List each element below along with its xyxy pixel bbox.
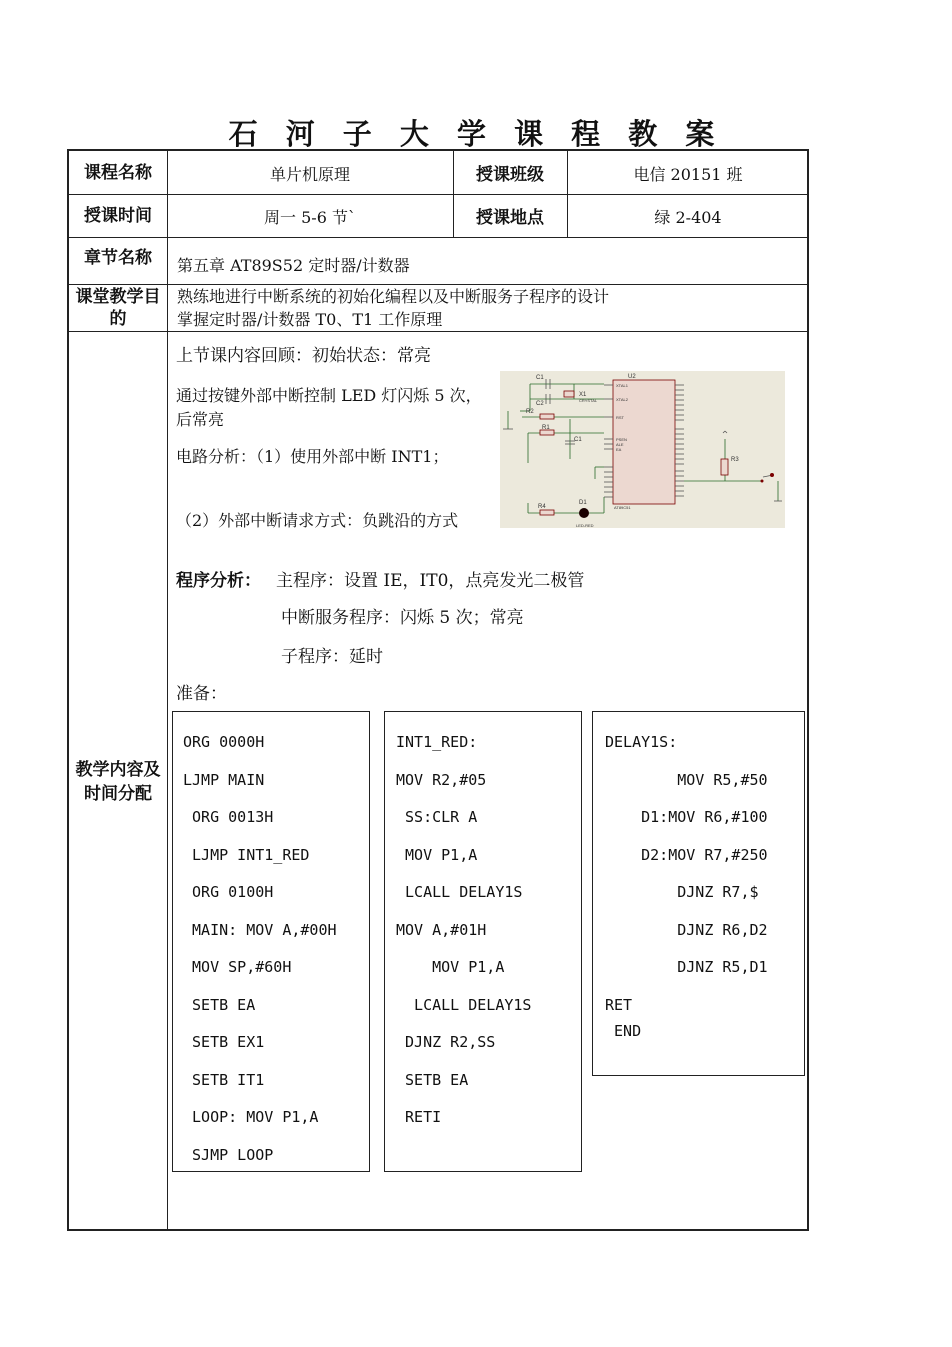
code-line: DJNZ R7,$: [605, 883, 759, 901]
code-line: DJNZ R6,D2: [605, 920, 768, 939]
row-divider: [69, 331, 807, 332]
col-divider: [167, 151, 168, 1231]
code-line: MOV P1,A: [396, 958, 505, 976]
code-line: LCALL DELAY1S: [396, 883, 523, 901]
circuit-diagram: [500, 371, 785, 528]
x1-value: CRYSTAL: [579, 398, 598, 403]
r1-label: R1: [542, 425, 550, 431]
code-line: D2:MOV R7,#250: [605, 845, 768, 864]
d1-value: LED-RED: [576, 523, 594, 528]
code-main: [183, 724, 337, 1174]
code-line: ORG 0100H: [183, 883, 274, 901]
code-line: DJNZ R2,SS: [396, 1033, 496, 1051]
code-line: LJMP MAIN: [183, 770, 265, 789]
course-name-label: 课程名称: [84, 162, 152, 183]
task-text: 通过按键外部中断控制 LED 灯闪烁 5 次，后常亮: [176, 386, 482, 429]
place-value: 绿 2-404: [654, 207, 722, 227]
code-line: ORG 0000H: [183, 733, 265, 751]
code-line: LCALL DELAY1S: [396, 995, 532, 1014]
code-line: INT1_RED:: [396, 733, 478, 751]
c2-label: C2: [536, 401, 544, 407]
class-label: 授课班级: [476, 164, 544, 185]
class-value: 电信 20151 班: [633, 164, 743, 184]
code-line: SETB EA: [183, 995, 256, 1014]
code-line: SS:CLR A: [396, 808, 478, 826]
ea-pin: EA: [616, 447, 622, 452]
prepare-text: 准备：: [176, 684, 227, 704]
row-divider: [69, 284, 807, 285]
code-line: RET: [605, 995, 633, 1014]
code-line: SETB IT1: [183, 1070, 265, 1089]
code-line: LJMP INT1_RED: [183, 845, 310, 864]
goal-line-2: 掌握定时器/计数器 T0、T1 工作原理: [177, 310, 443, 329]
code-line: MOV A,#01H: [396, 920, 487, 939]
course-name-value: 单片机原理: [269, 164, 350, 184]
place-label: 授课地点: [476, 207, 544, 228]
code-line: SETB EX1: [183, 1033, 265, 1051]
code-line: MOV SP,#60H: [183, 958, 292, 976]
u2-part: AT89C51: [614, 505, 631, 510]
circuit-analysis-text: 电路分析：（1）使用外部中断 INT1；: [176, 447, 449, 466]
code-line: MOV R5,#50: [605, 770, 768, 789]
r2-label: R2: [526, 409, 534, 415]
program-analysis-label: 程序分析：: [176, 571, 261, 591]
r3-label: R3: [731, 457, 739, 463]
chapter-label: 章节名称: [84, 248, 152, 268]
d1-label: D1: [579, 500, 587, 506]
r4-label: R4: [538, 504, 546, 510]
code-line: SETB EA: [396, 1070, 469, 1089]
goal-label: 课堂教学目的: [75, 287, 161, 329]
code-line: DELAY1S:: [605, 733, 678, 751]
time-label: 授课时间: [84, 205, 152, 226]
time-value: 周一 5-6 节`: [264, 207, 356, 227]
u2-label: U2: [628, 374, 636, 380]
chapter-value: 第五章 AT89S52 定时器/计数器: [177, 256, 410, 275]
trigger-text: （2）外部中断请求方式：负跳沿的方式: [176, 511, 459, 530]
code-line: LOOP: MOV P1,A: [183, 1108, 319, 1126]
review-text: 上节课内容回顾：初始状态：常亮: [176, 346, 431, 366]
code-line: RETI: [396, 1108, 442, 1126]
xtal2-pin: XTAL2: [616, 397, 628, 402]
code-line: MOV R2,#05: [396, 770, 487, 789]
psen-pin: PSEN: [616, 437, 627, 442]
code-line: D1:MOV R6,#100: [605, 808, 768, 826]
c3-label: C1: [536, 375, 544, 381]
code-line: END: [605, 1022, 642, 1040]
code-delay: [605, 724, 768, 1038]
goal-line-1: 熟练地进行中断系统的初始化编程以及中断服务子程序的设计: [177, 287, 610, 306]
content-label: 教学内容及时间分配: [75, 760, 161, 804]
x1-label: X1: [579, 392, 587, 398]
page-title: 石 河 子 大 学 课 程 教 案: [228, 117, 724, 151]
c1-label: C1: [574, 437, 582, 443]
rst-pin: RST: [616, 415, 624, 420]
main-program-text: 主程序：设置 IE，IT0，点亮发光二极管: [276, 571, 585, 591]
code-line: MAIN: MOV A,#00H: [183, 920, 337, 939]
xtal1-pin: XTAL1: [616, 383, 628, 388]
code-line: DJNZ R5,D1: [605, 958, 768, 976]
code-isr: [396, 724, 531, 1137]
isr-text: 中断服务程序：闪烁 5 次；常亮: [281, 608, 524, 628]
code-line: MOV P1,A: [396, 845, 478, 864]
code-line: ORG 0013H: [183, 808, 274, 826]
code-line: SJMP LOOP: [183, 1145, 274, 1164]
subroutine-text: 子程序：延时: [281, 647, 383, 667]
ale-pin: ALE: [616, 442, 624, 447]
